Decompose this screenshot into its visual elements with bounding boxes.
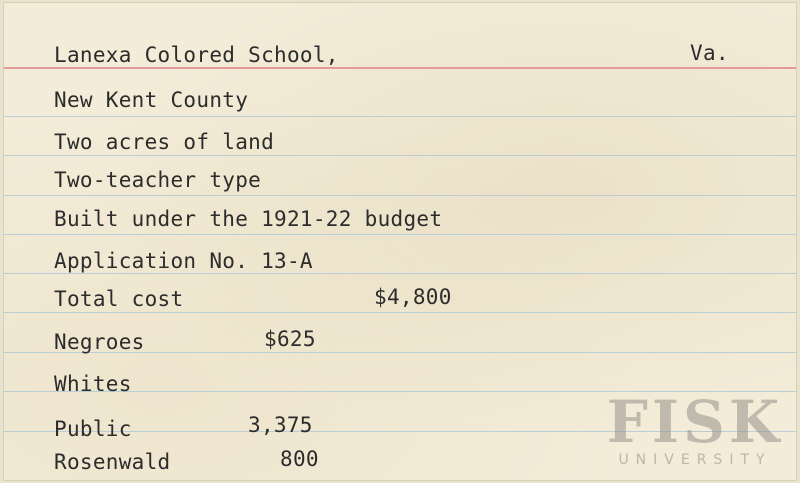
school-type: Two-teacher type [54,168,262,192]
application-number: Application No. 13-A [54,249,313,273]
ruled-line [4,273,796,274]
ruled-line [4,312,796,313]
total-cost-label: Total cost [54,287,184,311]
rosenwald-value: 800 [280,447,319,471]
watermark-word: FISK [606,388,784,456]
whites-label: Whites [54,372,132,396]
ruled-line [4,234,796,235]
negroes-label: Negroes [54,330,145,354]
header-red-rule [4,67,796,69]
state: Va. [690,41,729,65]
rosenwald-label: Rosenwald [54,450,171,474]
watermark-subtitle: UNIVERSITY [618,452,772,468]
ruled-line [4,155,796,156]
total-cost-value: $4,800 [374,285,452,309]
county: New Kent County [54,88,249,112]
public-value: 3,375 [248,413,313,437]
public-label: Public [54,417,132,441]
ruled-line [4,195,796,196]
budget-year: Built under the 1921-22 budget [54,207,443,231]
land-size: Two acres of land [54,130,275,154]
negroes-value: $625 [264,327,316,351]
school-name: Lanexa Colored School, [54,43,339,67]
ruled-line [4,116,796,117]
fisk-university-watermark [600,388,790,472]
